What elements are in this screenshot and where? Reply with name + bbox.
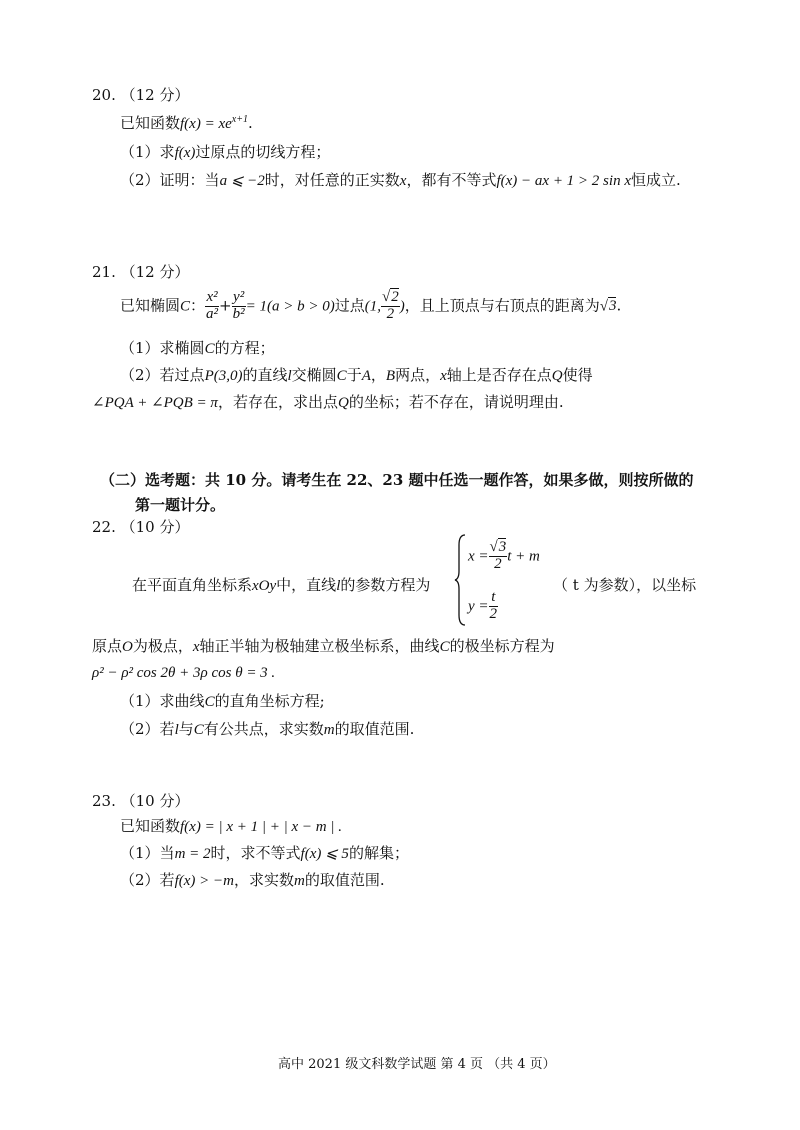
q20-part1-label: （1）	[120, 143, 160, 161]
q22-sys-y: y =	[468, 598, 489, 615]
q21-points: （12 分）	[120, 263, 190, 281]
q22-line2-text-b: 为极点，	[132, 637, 193, 655]
q23-part1-m: m = 2	[174, 846, 211, 862]
q22-heading	[92, 519, 190, 536]
q22-points: （10 分）	[120, 518, 190, 536]
q22-part2-text-c: 有公共点，求实数	[203, 720, 324, 738]
q22-stem-line1	[132, 577, 430, 595]
q20-part2-condition: a ⩽ −2	[219, 173, 265, 189]
q20-part2-text-b: 时，对任意的正实数	[264, 171, 400, 189]
q23-stem	[120, 818, 342, 836]
q20-stem	[120, 114, 253, 133]
q22-fraction-t	[489, 590, 499, 623]
q22-part2-m: m	[323, 722, 335, 738]
q21-part2-Q: Q	[551, 368, 563, 384]
q22-part2-label: （2）	[120, 720, 160, 738]
q23-part2-text-b: ，求实数	[233, 871, 294, 889]
q21-number: 21.	[92, 263, 116, 281]
q22-part2-text: 若	[159, 720, 175, 738]
q22-part2-text-b: 与	[178, 720, 194, 738]
q23-part1	[120, 845, 409, 863]
q22-system-brace	[454, 533, 466, 627]
q21-point-open: (1,	[364, 298, 381, 315]
q22-part2	[120, 721, 414, 739]
q22-xOy: xOy	[252, 578, 277, 594]
q22-sys-x-rest: t + m	[507, 548, 540, 565]
section2-line2: 第一题计分。	[135, 496, 226, 514]
q22-system-y	[468, 590, 498, 623]
q21-part2-text-i: 的坐标；若不存在，请说明理由.	[348, 393, 564, 411]
q21-stem-end: .	[616, 296, 622, 315]
q22-part1-label: （1）	[120, 692, 160, 710]
q21-stem: 已知椭圆C： $\frac{\text{x²}}{\text{a²}}$ + $\frac{\text{y²}}{\text{b²}}$ = 1(a > b > 0)过点(1, $\frac{√2}{2}$ )，且上顶点与右顶点的距离为√3.	[120, 289, 622, 322]
q21-part2-text-b: 的直线	[242, 366, 288, 384]
q23-stem-text: 已知函数	[120, 817, 181, 835]
q22-stem-text-c: 的参数方程为	[340, 576, 431, 594]
q20-points: （12 分）	[120, 86, 190, 104]
q20-heading	[92, 87, 190, 104]
q22-line2-text-d: 的极坐标方程为	[449, 637, 555, 655]
q20-part2	[120, 172, 681, 190]
q22-line2-text: 原点	[92, 637, 123, 655]
q21-part2-text-f: 轴上是否存在点	[446, 366, 552, 384]
q23-part2-text: 若	[159, 871, 175, 889]
q21-equation-rest: = 1(a > b > 0)	[245, 298, 335, 315]
q21-point-close: )	[399, 298, 405, 315]
q21-part2-text-h: ，若存在，求出点	[217, 393, 338, 411]
q21-part1-C: C	[204, 341, 215, 357]
q21-b2: b²	[232, 305, 245, 322]
q20-exponent: x+1	[231, 114, 248, 125]
q22-l: l	[336, 578, 341, 594]
q22-part2-C: C	[193, 722, 204, 738]
q20-number: 20.	[92, 86, 116, 104]
q21-plus: +	[219, 296, 232, 315]
q22-C: C	[439, 639, 450, 655]
q23-part1-text: 当	[159, 844, 175, 862]
q21-part2-C: C	[336, 368, 347, 384]
q20-part1-text: 求	[159, 143, 175, 161]
q20-stem-text: 已知函数	[120, 114, 181, 132]
q21-fraction-x	[205, 290, 219, 323]
q22-O: O	[122, 639, 133, 655]
q21-part1	[120, 340, 275, 358]
q21-fraction-sqrt2: $\frac{√2}{2}$	[382, 289, 399, 322]
q20-part2-text-d: 恒成立.	[630, 171, 681, 189]
q22-number: 22.	[92, 518, 116, 536]
q20-part1	[120, 144, 330, 162]
q23-part1-inequality: f(x) ⩽ 5	[300, 846, 349, 862]
q22-part1-C: C	[204, 694, 215, 710]
q23-function: f(x) = | x + 1 | + | x − m | .	[180, 819, 342, 835]
q22-part2-l: l	[174, 722, 179, 738]
q23-part2-m: m	[293, 873, 305, 889]
q22-sqrt3: 3	[498, 539, 507, 555]
q21-part2-text-c: 交椭圆	[291, 366, 337, 384]
q21-part2-P: P(3,0)	[204, 368, 243, 384]
q22-polar-equation: ρ² − ρ² cos 2θ + 3ρ cos θ = 3 .	[92, 665, 276, 681]
q21-heading	[92, 264, 190, 281]
q22-x: x	[192, 639, 200, 655]
q20-stem-period: .	[247, 114, 253, 132]
q23-points: （10 分）	[120, 792, 190, 810]
q21-ellipse-C: C	[180, 298, 191, 315]
q21-x2: x²	[206, 289, 218, 305]
q21-part2-angle: ∠PQA + ∠PQB = π	[92, 395, 218, 411]
q22-part1-text-b: 的直角坐标方程;	[214, 692, 325, 710]
q22-part1	[120, 693, 325, 711]
q21-sqrt3: 3	[608, 298, 617, 315]
q20-part2-text-c: ，都有不等式	[406, 171, 497, 189]
q21-fraction-y	[232, 290, 246, 323]
q20-part2-label: （2）	[120, 171, 160, 189]
q21-stem-text-c: ，且上顶点与右顶点的距离为	[404, 296, 600, 315]
q22-fraction-sqrt3: $\frac{√3}{2}$	[489, 539, 507, 572]
q22-system-x	[468, 540, 540, 573]
q21-part2-B: B	[385, 368, 396, 384]
q22-den2: 2	[494, 555, 502, 572]
q20-part1-fx: f(x)	[174, 145, 196, 161]
q21-part2-x: x	[440, 368, 447, 384]
q22-stem-text-b: 中，直线	[276, 576, 337, 594]
q21-part1-text: 求椭圆	[159, 339, 205, 357]
q21-part2-Q2: Q	[337, 395, 349, 411]
q22-line2	[92, 638, 555, 656]
q22-line2-text-c: 轴正半轴为极轴建立极坐标系，曲线	[199, 637, 440, 655]
q20-part2-text: 证明：当	[159, 171, 220, 189]
page-footer: 高中 2021 级文科数学试题 第 4 页 （共 4 页）	[278, 1057, 556, 1072]
q23-part1-text-b: 时，求不等式	[210, 844, 301, 862]
q23-part2-inequality: f(x) > −m	[174, 873, 234, 889]
q23-part1-text-c: 的解集；	[348, 844, 409, 862]
q22-den2b: 2	[489, 605, 498, 622]
q20-part1-text-b: 过原点的切线方程；	[195, 143, 331, 161]
q23-part2-label: （2）	[120, 871, 160, 889]
q23-number: 23.	[92, 792, 116, 810]
q21-part2-line1	[120, 367, 593, 385]
q22-sys-x: x =	[468, 548, 489, 565]
q21-den2: 2	[386, 305, 395, 322]
q21-a2: a²	[206, 305, 219, 322]
q21-part2-text-d: 于	[346, 366, 362, 384]
q21-colon: ：	[190, 296, 206, 315]
q23-part2	[120, 872, 385, 890]
q22-part2-text-d: 的取值范围.	[334, 720, 415, 738]
q22-stem-text: 在平面直角坐标系	[132, 576, 253, 594]
q21-part2-text-g: 使得	[562, 366, 593, 384]
q22-t: t	[489, 590, 499, 607]
q21-stem-text: 已知椭圆	[120, 296, 181, 315]
q21-part2-line2	[92, 394, 564, 412]
q23-part2-text-c: 的取值范围.	[304, 871, 385, 889]
q23-part1-label: （1）	[120, 844, 160, 862]
q21-part2-text-e: 两点，	[395, 366, 441, 384]
q23-heading	[92, 793, 190, 810]
q21-part2-A: A	[361, 368, 371, 384]
q21-y2: y²	[233, 289, 245, 305]
section2-line1: （二）选考题：共 10 分。请考生在 22、23 题中任选一题作答，如果多做，则按所做的	[100, 471, 694, 489]
q20-part2-x: x	[399, 173, 407, 189]
q21-part1-text-b: 的方程；	[214, 339, 275, 357]
q22-part1-text: 求曲线	[159, 692, 205, 710]
q20-function: f(x) = xe	[180, 116, 232, 132]
q21-sqrt2: 2	[391, 289, 399, 305]
q20-part2-inequality: f(x) − ax + 1 > 2 sin x	[496, 173, 631, 189]
q21-part2-label: （2）	[120, 366, 160, 384]
q21-part2-comma: ，	[370, 366, 386, 384]
q21-part2-text: 若过点	[159, 366, 205, 384]
q21-part2-l: l	[287, 368, 292, 384]
q22-param-note: （ t 为参数），以坐标	[553, 576, 697, 594]
q21-part1-label: （1）	[120, 339, 160, 357]
q21-stem-text-b: 过点	[334, 296, 365, 315]
